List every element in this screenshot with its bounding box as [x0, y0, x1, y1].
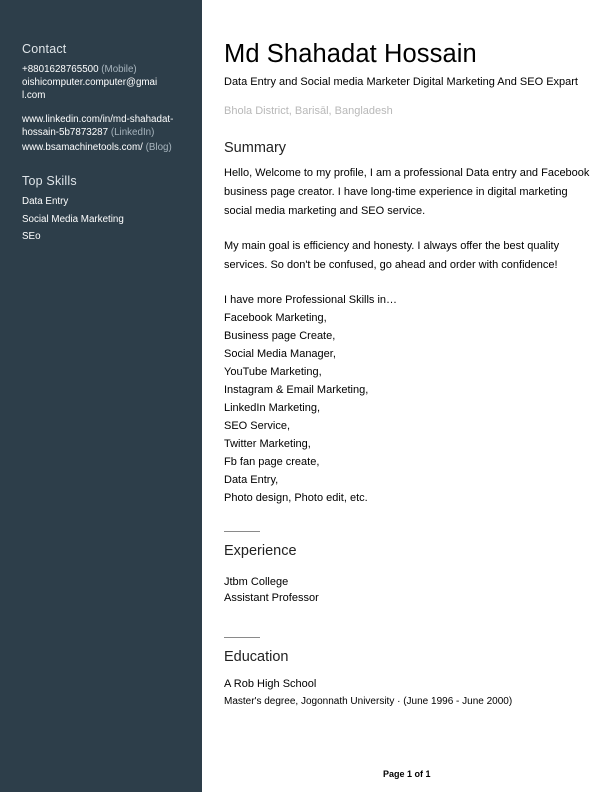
blog-label: (Blog)	[145, 142, 172, 153]
summary-skill-item: YouTube Marketing,	[224, 366, 322, 378]
summary-skill-item: Photo design, Photo edit, etc.	[224, 492, 368, 504]
experience-title: Experience	[224, 543, 297, 559]
section-divider	[224, 531, 260, 532]
profile-location: Bhola District, Barisāl, Bangladesh	[224, 105, 393, 117]
summary-skill-item: Twitter Marketing,	[224, 438, 311, 450]
skill-item: Social Media Marketing	[22, 214, 124, 225]
experience-company: Jtbm College	[224, 576, 289, 588]
linkedin-url-end[interactable]: hossain-5b7873287	[22, 127, 109, 138]
summary-skill-item: Data Entry,	[224, 474, 279, 486]
top-skills-heading: Top Skills	[22, 174, 77, 188]
summary-skill-item: Facebook Marketing,	[224, 312, 327, 324]
summary-skill-item: Fb fan page create,	[224, 456, 320, 468]
linkedin-line-1[interactable]: www.linkedin.com/in/md-shahadat-	[22, 114, 174, 125]
linkedin-line-2	[22, 126, 154, 139]
education-title: Education	[224, 649, 289, 665]
phone-number[interactable]: +8801628765500	[22, 64, 99, 75]
summary-skill-item: LinkedIn Marketing,	[224, 402, 320, 414]
summary-skill-item: Social Media Manager,	[224, 348, 336, 360]
summary-paragraph-1: Hello, Welcome to my profile, I am a professional Data entry and Facebook business page creator. I have long-time experience in digital marketing social media marketing and SEO service.	[224, 167, 590, 217]
section-divider	[224, 637, 260, 638]
skill-item: Data Entry	[22, 196, 69, 207]
education-school: A Rob High School	[224, 678, 317, 690]
email-line-2[interactable]: l.com	[22, 90, 46, 101]
page-number: Page 1 of 1	[383, 769, 431, 779]
experience-role: Assistant Professor	[224, 592, 319, 604]
blog-line	[22, 141, 172, 154]
summary-skill-item: Business page Create,	[224, 330, 336, 342]
summary-paragraph-2: My main goal is efficiency and honesty. I always offer the best quality services. So don't be confused, go ahead and order with confidence!	[224, 240, 560, 271]
phone-line	[22, 63, 137, 76]
skills-intro: I have more Professional Skills in…	[224, 294, 398, 306]
summary-skill-item: Instagram & Email Marketing,	[224, 384, 369, 396]
education-detail: Master's degree, Jogonnath University · (June 1996 - June 2000)	[224, 696, 513, 707]
sidebar	[0, 0, 202, 792]
contact-heading: Contact	[22, 42, 67, 56]
blog-url[interactable]: www.bsamachinetools.com/	[22, 142, 143, 153]
email-line-1[interactable]: oishicomputer.computer@gmai	[22, 77, 158, 88]
skill-item: SEo	[22, 231, 41, 242]
profile-headline: Data Entry and Social media Marketer Digital Marketing And SEO Expart	[224, 76, 578, 88]
profile-name: Md Shahadat Hossain	[224, 40, 477, 68]
summary-skill-item: SEO Service,	[224, 420, 291, 432]
summary-title: Summary	[224, 140, 287, 156]
phone-label: (Mobile)	[101, 64, 137, 75]
linkedin-label: (LinkedIn)	[110, 127, 155, 138]
